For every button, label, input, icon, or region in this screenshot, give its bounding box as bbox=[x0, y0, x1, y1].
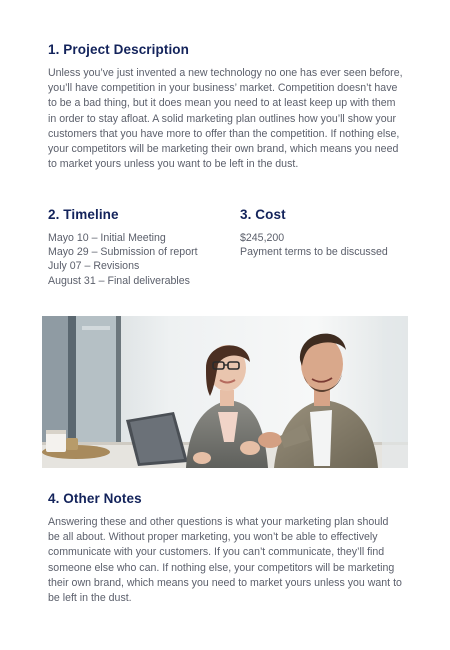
payment-terms: Payment terms to be discussed bbox=[240, 246, 388, 259]
project-description-body: Unless you’ve just invented a new technology no one has ever seen before, you’ll have competition in your business’ market. Competition doesn’t have to be a bad thing, but it does mean you need to at least keep up with them in order to stay afloat. A solid marketing plan outlines how you’ll show your customers that you have more to offer than the competition. If nothing else, your competitors will be marketing their own brand, which means you need to market yours unless you want to be left in the dust. bbox=[48, 67, 403, 171]
business-meeting-photo bbox=[42, 316, 408, 468]
timeline-section bbox=[48, 207, 228, 288]
project-description-heading: 1. Project Description bbox=[48, 42, 189, 57]
other-notes-section bbox=[48, 491, 403, 606]
cost-heading: 3. Cost bbox=[240, 207, 286, 222]
timeline-item: July 07 – Revisions bbox=[48, 260, 140, 273]
timeline-heading: 2. Timeline bbox=[48, 207, 119, 222]
cost-section bbox=[240, 207, 420, 259]
timeline-item: Mayo 29 – Submission of report bbox=[48, 246, 198, 259]
timeline-item: August 31 – Final deliverables bbox=[48, 274, 190, 287]
cost-amount: $245,200 bbox=[240, 232, 285, 244]
other-notes-heading: 4. Other Notes bbox=[48, 491, 142, 506]
other-notes-body: Answering these and other questions is what your marketing plan should be all about. Without proper marketing, you won’t be able to effectively communicate with your customers. If you can’t communicate, they’ll find someone else who can. If nothing else, your competitors will be marketing their own brand, which means you need to market yours unless you want to be left in the dust. bbox=[48, 516, 402, 605]
project-description-section bbox=[48, 42, 403, 172]
timeline-item: Mayo 10 – Initial Meeting bbox=[48, 232, 166, 244]
